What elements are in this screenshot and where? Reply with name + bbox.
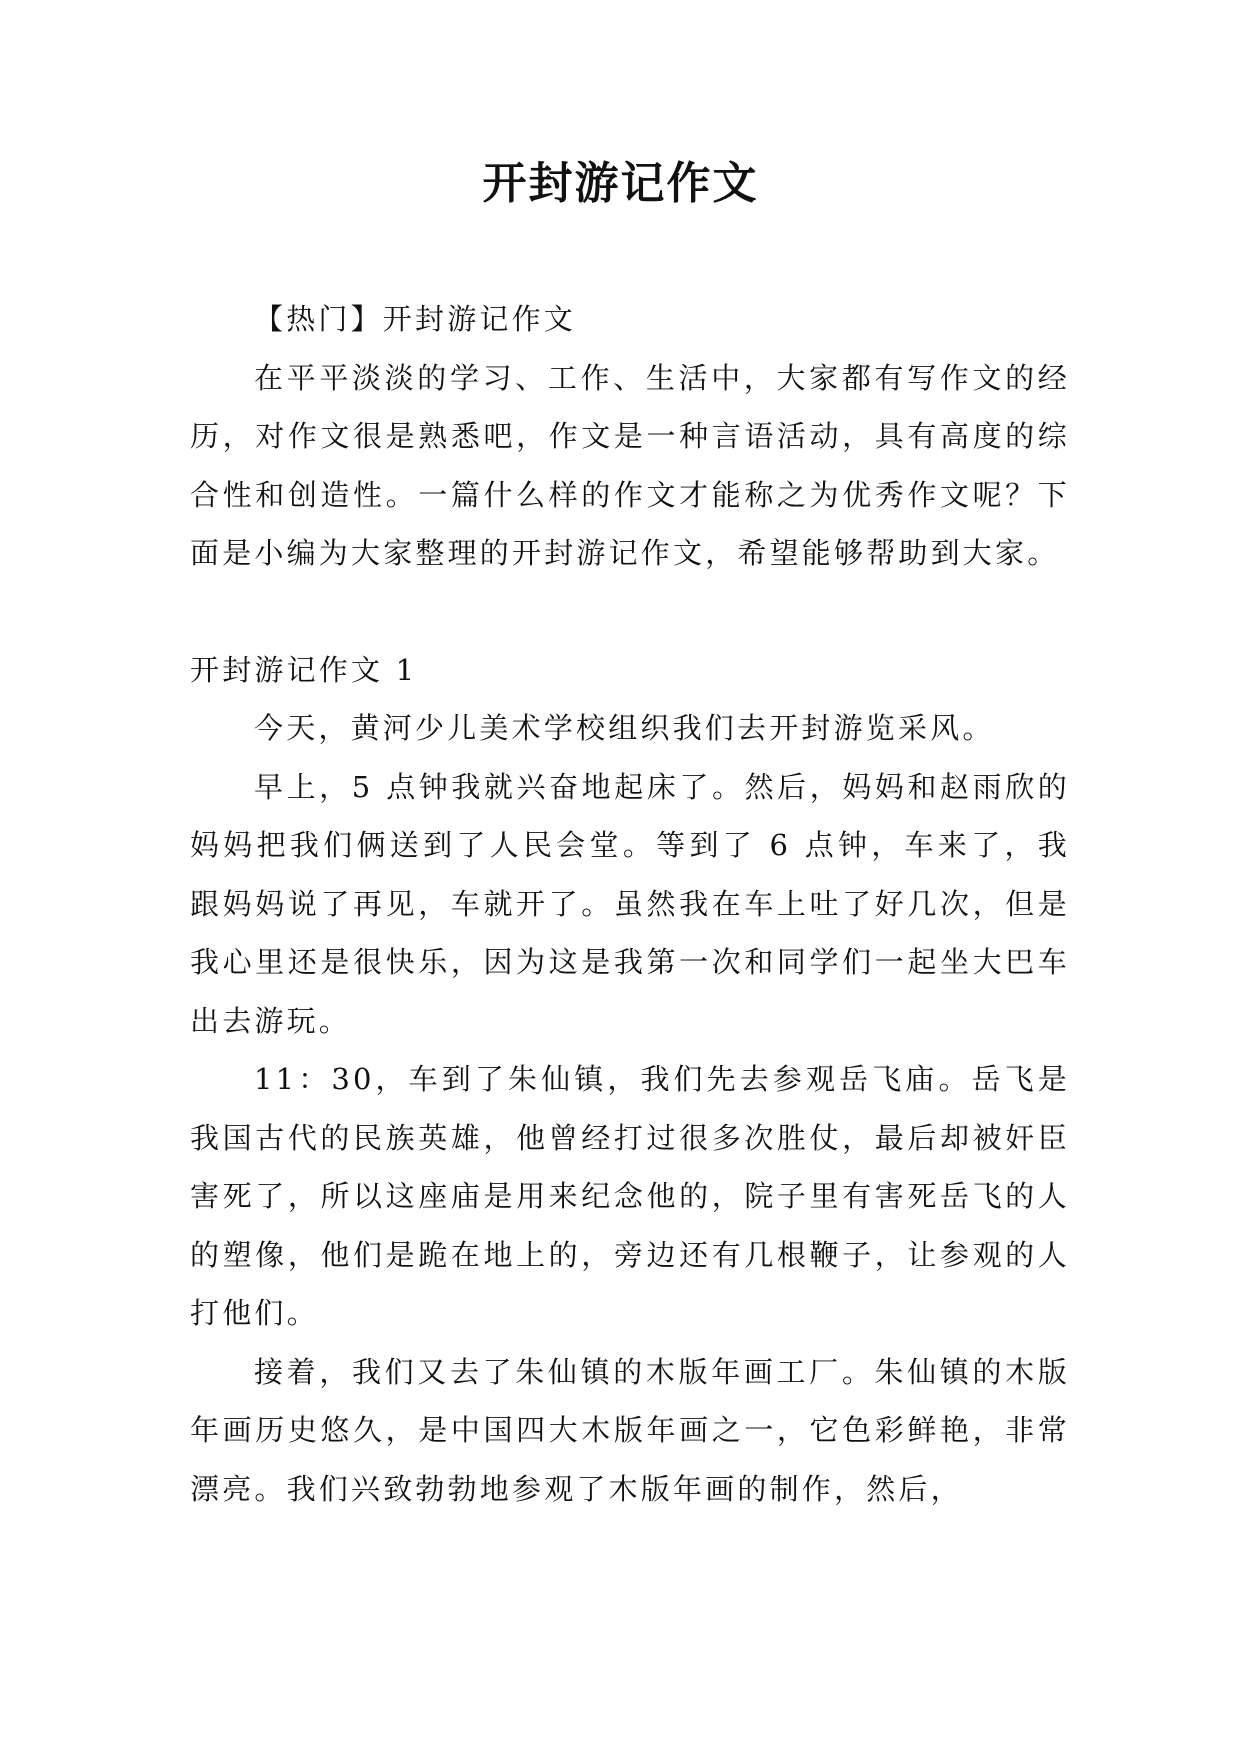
document-title: 开封游记作文 [482,158,759,209]
intro-tag-line: 【热门】开封游记作文 [254,302,577,336]
section-gap [190,583,1070,641]
paragraph-4: 接着，我们又去了朱仙镇的木版年画工厂。朱仙镇的木版年画历史悠久，是中国四大木版年画之一，它色彩鲜艳，非常漂亮。我们兴致勃勃地参观了木版年画的制作，然后， [190,1354,1070,1506]
paragraph-1: 今天，黄河少儿美术学校组织我们去开封游览采风。 [254,711,995,745]
section-heading: 开封游记作文 1 [190,652,418,687]
paragraph-3: 11：30，车到了朱仙镇，我们先去参观岳飞庙。岳飞是我国古代的民族英雄，他曾经打过很多次胜仗，最后却被奸臣害死了，所以这座庙是用来纪念他的，院子里有害死岳飞的人的塑像，他们是跪在地上的，旁边还有几根鞭子，让参观的人打他们。 [190,1062,1070,1330]
document-body [190,290,1070,1518]
paragraph-2: 早上，5 点钟我就兴奋地起床了。然后，妈妈和赵雨欣的妈妈把我们俩送到了人民会堂。等到了 6 点钟，车来了，我跟妈妈说了再见，车就开了。虽然我在车上吐了好几次，但是我心里还是很快乐，因为这是我第一次和同学们一起坐大巴车出去游玩。 [190,769,1070,1038]
intro-paragraph: 在平平淡淡的学习、工作、生活中，大家都有写作文的经历，对作文很是熟悉吧，作文是一种言语活动，具有高度的综合性和创造性。一篇什么样的作文才能称之为优秀作文呢？下面是小编为大家整理的开封游记作文，希望能够帮助到大家。 [190,360,1070,570]
